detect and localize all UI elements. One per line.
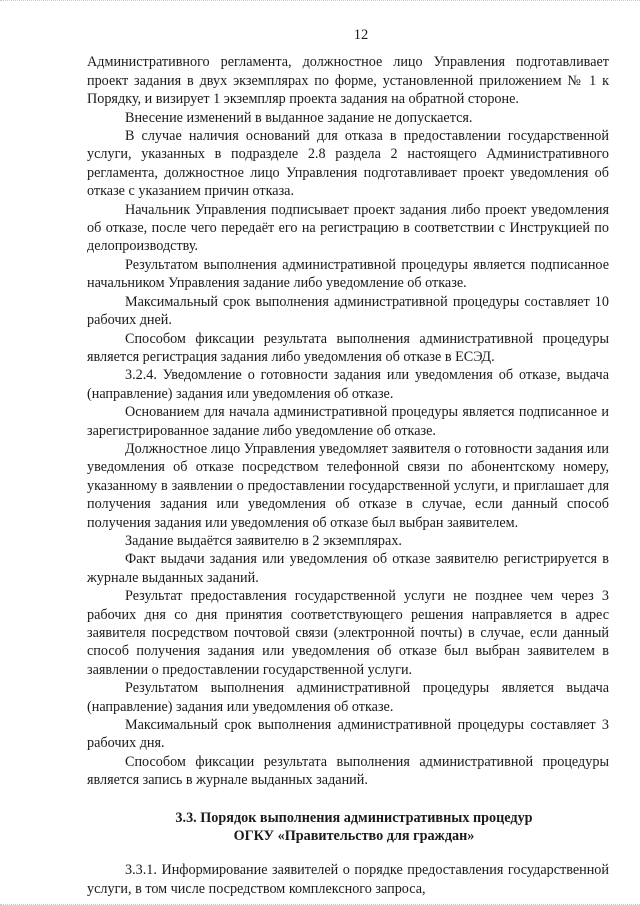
final-paragraph: 3.3.1. Информирование заявителей о порядке предоставления государственной услуги, в том числе посредством комплексного запроса, (87, 862, 609, 897)
section-heading-line-2: ОГКУ «Правительство для граждан» (233, 828, 475, 845)
page-top-edge (0, 0, 640, 5)
paragraph: Результатом выполнения административной процедуры является подписанное начальником Управления задание либо уведомление об отказе. (87, 256, 609, 292)
paragraph: Административного регламента, должностное лицо Управления подготавливает проект задания в двух экземплярах по форме, установленной приложением № 1 к Порядку, и визирует 1 экземпляр проекта задания на обратной стороне. (87, 54, 609, 108)
page-number: 12 (353, 27, 369, 43)
paragraph: Результатом выполнения административной процедуры является выдача (направление) задания или уведомления об отказе. (87, 680, 609, 715)
body-text (87, 53, 609, 789)
section-heading (87, 809, 609, 846)
section-heading-line-1: 3.3. Порядок выполнения административных процедур (175, 809, 533, 826)
paragraph: Начальник Управления подписывает проект задания либо проект уведомления об отказе, после чего передаёт его на регистрацию в соответствии с Инструкцией по делопроизводству. (87, 201, 609, 255)
paragraph: Способом фиксации результата выполнения административной процедуры является запись в журнале выданных заданий. (87, 753, 609, 789)
paragraph: Факт выдачи задания или уведомления об отказе заявителю регистрируется в журнале выданных заданий. (87, 551, 609, 586)
paragraph: В случае наличия оснований для отказа в предоставлении государственной услуги, указанных в подразделе 2.8 раздела 2 настоящего Административного регламента, должностное лицо Управления подготавливает проект уведомления об отказе с указанием причин отказа. (87, 128, 609, 200)
paragraph: Задание выдаётся заявителю в 2 экземплярах. (125, 532, 402, 549)
paragraph: Внесение изменений в выданное задание не допускается. (125, 109, 473, 126)
paragraph: Максимальный срок выполнения административной процедуры составляет 3 рабочих дня. (87, 717, 609, 752)
paragraph: Способом фиксации результата выполнения административной процедуры является регистрация задания либо уведомления об отказе в ЕСЭД. (87, 330, 609, 365)
paragraph: 3.2.4. Уведомление о готовности задания или уведомления об отказе, выдача (направление) задания или уведомления об отказе. (87, 367, 609, 402)
paragraph: Результат предоставления государственной услуги не позднее чем через 3 рабочих дня со дня принятия соответствующего решения направляется в адрес заявителя посредством почтовой связи (электронной почты) в случае, если данный способ получения задания или уведомления об отказе был выбран заявителем в заявлении о предоставлении государственной услуги. (87, 588, 609, 678)
paragraph: Должностное лицо Управления уведомляет заявителя о готовности задания или уведомления об отказе посредством телефонной связи по абонентскому номеру, указанному в заявлении о предоставлении государственной услуги, и приглашает для получения задания или уведомления об отказе в случае, если данный способ получения задания или уведомления об отказе был выбран заявителем. (87, 440, 609, 531)
document-page (87, 26, 609, 898)
paragraph: Максимальный срок выполнения административной процедуры составляет 10 рабочих дней. (87, 293, 609, 329)
paragraph: Основанием для начала административной процедуры является подписанное и зарегистрированное задание либо уведомление об отказе. (87, 404, 609, 439)
page-bottom-edge (0, 900, 640, 905)
